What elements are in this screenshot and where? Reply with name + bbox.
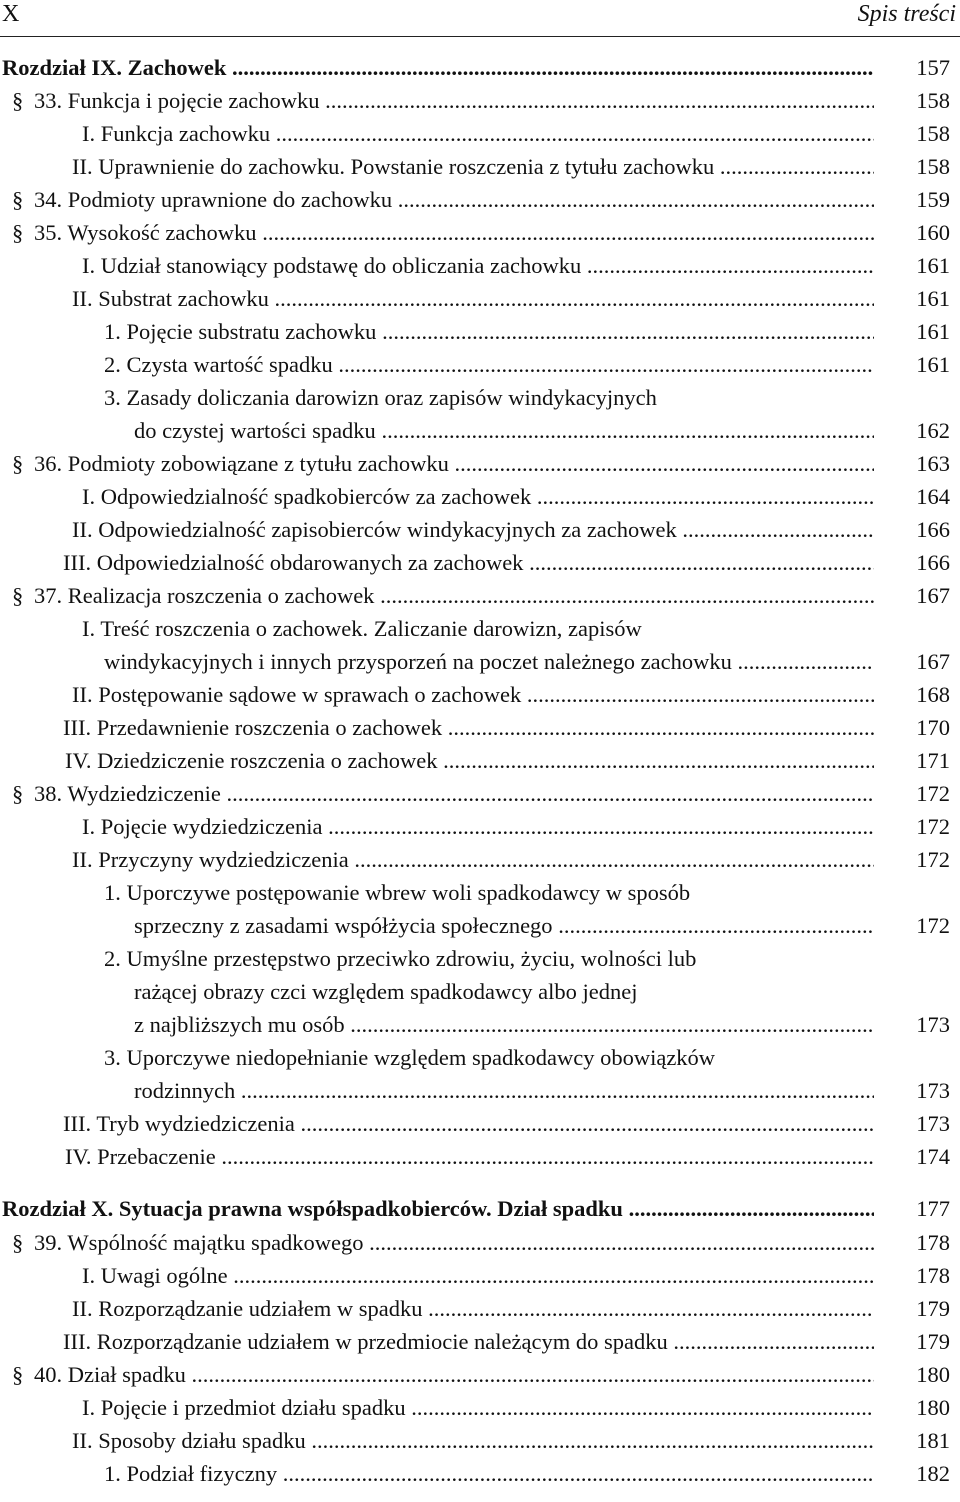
toc-entry-title: II. Rozporządzanie udziałem w spadku .....	[72, 1293, 874, 1326]
toc-entry-title: I. Pojęcie wydziedziczenia .....	[82, 811, 874, 844]
toc-entry[interactable]	[0, 1392, 960, 1425]
toc-page-number: 162	[916, 417, 950, 443]
toc-entry[interactable]	[0, 580, 960, 613]
toc-page-number: 172	[916, 781, 950, 806]
toc-page-number: 182	[916, 1461, 950, 1486]
toc-entry[interactable]	[0, 613, 960, 679]
toc-entry-title: 2. Umyślne przestępstwo przeciwko zdrowiu, życiu, wolności lub	[104, 946, 697, 971]
toc-entry-title: 3. Uporczywe niedopełnianie względem spadkodawcy obowiązków	[104, 1045, 716, 1070]
toc-entry[interactable]	[0, 514, 960, 547]
toc-entry-title: 40. Dział spadku .....	[34, 1359, 874, 1392]
toc-entry-title: IV. Przebaczenie .....	[65, 1141, 874, 1174]
toc-entry[interactable]	[0, 1326, 960, 1359]
section-sign-icon: §	[12, 1362, 24, 1387]
toc-entry[interactable]	[0, 448, 960, 481]
running-title: Spis treści	[857, 1, 956, 27]
toc-entry-title: II. Sposoby działu spadku .....	[72, 1425, 874, 1458]
toc-entry-title: I. Uwagi ogólne .....	[82, 1260, 874, 1293]
toc-page-number: 161	[916, 319, 950, 344]
toc-entry-title: 34. Podmioty uprawnione do zachowku .....	[34, 184, 874, 217]
toc-entry[interactable]	[0, 1359, 960, 1392]
toc-entry-title: do czystej wartości spadku .....	[134, 415, 874, 448]
toc-page-number: 177	[916, 1196, 950, 1221]
toc-entry[interactable]	[0, 1227, 960, 1260]
toc-page-number: 173	[916, 1011, 950, 1037]
toc-entry[interactable]	[0, 1141, 960, 1174]
toc-entry[interactable]	[0, 52, 960, 85]
page-number-roman: X	[2, 1, 20, 27]
toc-page-number: 164	[916, 484, 950, 509]
toc-entry[interactable]	[0, 1425, 960, 1458]
toc-entry-title: 37. Realizacja roszczenia o zachowek .....	[34, 580, 874, 613]
toc-entry[interactable]	[0, 745, 960, 778]
toc-page-number: 161	[916, 253, 950, 278]
toc-entry[interactable]	[0, 943, 960, 1041]
toc-entry-title: 3. Zasady doliczania darowizn oraz zapisów windykacyjnych	[104, 385, 657, 410]
toc-entry-title: I. Funkcja zachowku .....	[82, 118, 874, 151]
toc-page-number: 179	[916, 1329, 950, 1354]
section-sign-icon: §	[12, 88, 24, 113]
section-sign-icon: §	[12, 451, 24, 476]
toc-entry-title: II. Substrat zachowku .....	[72, 283, 874, 316]
toc-entry-title: 1. Pojęcie substratu zachowku .....	[104, 316, 874, 349]
toc-entry-title: III. Odpowiedzialność obdarowanych za zachowek .....	[63, 547, 874, 580]
toc-entry-title: I. Treść roszczenia o zachowek. Zaliczanie darowizn, zapisów	[82, 616, 642, 641]
toc-page-number: 161	[916, 286, 950, 311]
toc-entry[interactable]	[0, 1193, 960, 1226]
toc-entry[interactable]	[0, 316, 960, 349]
toc-entry[interactable]	[0, 547, 960, 580]
section-sign-icon: §	[12, 220, 24, 245]
toc-entry-title: rażącej obrazy czci względem spadkodawcy albo jednej	[134, 978, 638, 1004]
toc-entry[interactable]	[0, 1042, 960, 1108]
toc-entry[interactable]	[0, 844, 960, 877]
toc-entry-title: I. Odpowiedzialność spadkobierców za zachowek .....	[82, 481, 874, 514]
toc-entry-title: 33. Funkcja i pojęcie zachowku .....	[34, 85, 874, 118]
toc-page-number: 179	[916, 1296, 950, 1321]
toc-entry-title: 1. Uporczywe postępowanie wbrew woli spadkodawcy w sposób	[104, 880, 691, 905]
toc-page-number: 158	[916, 88, 950, 113]
toc-page-number: 174	[916, 1144, 950, 1169]
toc-page-number: 172	[916, 912, 950, 938]
toc-entry[interactable]	[0, 250, 960, 283]
toc-page-number: 173	[916, 1111, 950, 1136]
section-sign-icon: §	[12, 781, 24, 806]
toc-entry[interactable]	[0, 349, 960, 382]
toc-page-number: 163	[916, 451, 950, 476]
toc-entry-title: rodzinnych .....	[134, 1075, 874, 1108]
section-sign-icon: §	[12, 583, 24, 608]
toc-entry[interactable]	[0, 151, 960, 184]
toc-page-number: 158	[916, 121, 950, 146]
toc-entry[interactable]	[0, 877, 960, 943]
toc-entry-title: I. Pojęcie i przedmiot działu spadku .....	[82, 1392, 874, 1425]
toc-page-number: 180	[916, 1362, 950, 1387]
toc-entry-title: sprzeczny z zasadami współżycia społecznego .....	[134, 910, 874, 943]
toc-page-number: 159	[916, 187, 950, 212]
toc-entry[interactable]	[0, 283, 960, 316]
toc-entry-title: z najbliższych mu osób .....	[134, 1009, 874, 1042]
toc-page-number: 160	[916, 220, 950, 245]
toc-entry-title: 39. Wspólność majątku spadkowego .....	[34, 1227, 874, 1260]
toc-entry[interactable]	[0, 1458, 960, 1491]
toc-page-number: 166	[916, 550, 950, 575]
toc-entry[interactable]	[0, 1293, 960, 1326]
toc-page-number: 167	[916, 648, 950, 674]
toc-entry-title: 36. Podmioty zobowiązane z tytułu zachowku .....	[34, 448, 874, 481]
toc-page-number: 168	[916, 682, 950, 707]
toc-entry-title: Rozdział IX. Zachowek .....	[2, 52, 874, 85]
toc-entry[interactable]	[0, 217, 960, 250]
toc-entry[interactable]	[0, 85, 960, 118]
toc-entry-title: III. Rozporządzanie udziałem w przedmiocie należącym do spadku .....	[63, 1326, 874, 1359]
toc-entry-title: I. Udział stanowiący podstawę do obliczania zachowku .....	[82, 250, 874, 283]
toc-entry[interactable]	[0, 778, 960, 811]
toc-page-number: 173	[916, 1077, 950, 1103]
toc-page-number: 181	[916, 1428, 950, 1453]
toc-entry-title: 35. Wysokość zachowku .....	[34, 217, 874, 250]
toc-page-number: 172	[916, 847, 950, 872]
toc-entry-title: II. Postępowanie sądowe w sprawach o zachowek .....	[72, 679, 874, 712]
toc-page-number: 170	[916, 715, 950, 740]
toc-entry[interactable]	[0, 184, 960, 217]
toc-page-number: 167	[916, 583, 950, 608]
section-sign-icon: §	[12, 187, 24, 212]
toc-entry-title: III. Przedawnienie roszczenia o zachowek .....	[63, 712, 874, 745]
toc-entry[interactable]	[0, 481, 960, 514]
toc-entry-title: 2. Czysta wartość spadku .....	[104, 349, 874, 382]
toc-page-number: 161	[916, 352, 950, 377]
toc-entry[interactable]	[0, 679, 960, 712]
toc-entry-title: III. Tryb wydziedziczenia .....	[63, 1108, 874, 1141]
toc-page-number: 166	[916, 517, 950, 542]
toc-page-number: 178	[916, 1230, 950, 1255]
toc-page-number: 180	[916, 1395, 950, 1420]
toc-entry[interactable]	[0, 1260, 960, 1293]
toc-entry-title: windykacyjnych i innych przysporzeń na poczet należnego zachowku .....	[104, 646, 874, 679]
toc-entry[interactable]	[0, 118, 960, 151]
toc-entry-title: II. Uprawnienie do zachowku. Powstanie roszczenia z tytułu zachowku .....	[72, 151, 874, 184]
toc-entry-title: 1. Podział fizyczny .....	[104, 1458, 874, 1491]
toc-entry[interactable]	[0, 1108, 960, 1141]
toc-page-number: 157	[916, 55, 950, 80]
toc-entry-title: 38. Wydziedziczenie .....	[34, 778, 874, 811]
toc-entry-title: Rozdział X. Sytuacja prawna współspadkobierców. Dział spadku .....	[2, 1193, 874, 1226]
toc-page-number: 171	[916, 748, 950, 773]
toc-entry[interactable]	[0, 811, 960, 844]
toc-page-number: 178	[916, 1263, 950, 1288]
toc-entry[interactable]	[0, 712, 960, 745]
toc-entry-title: II. Przyczyny wydziedziczenia .....	[72, 844, 874, 877]
toc-entry-title: IV. Dziedziczenie roszczenia o zachowek .....	[65, 745, 874, 778]
toc-entry-title: II. Odpowiedzialność zapisobierców windykacyjnych za zachowek .....	[72, 514, 874, 547]
section-sign-icon: §	[12, 1230, 24, 1255]
toc-page-number: 158	[916, 154, 950, 179]
toc-entry[interactable]	[0, 382, 960, 448]
toc-page-number: 172	[916, 814, 950, 839]
